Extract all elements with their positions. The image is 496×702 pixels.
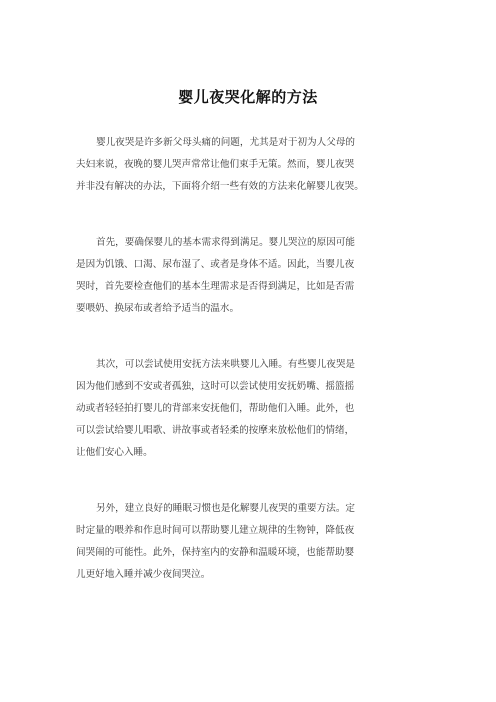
paragraph-1 (76, 132, 456, 198)
paragraph-line: 并非没有解决的办法，下面将介绍一些有效的方法来化解婴儿夜哭。 (76, 181, 364, 192)
paragraph-line: 因为他们感到不安或者孤独，这时可以尝试使用安抚奶嘴、摇篮摇 (76, 381, 355, 392)
paragraph-line: 首先，要确保婴儿的基本需求得到满足。婴儿哭泣的原因可能 (96, 237, 356, 248)
paragraph-line: 儿更好地入睡并减少夜间哭泣。 (76, 569, 211, 580)
paragraph-line: 哭时，首先要检查他们的基本生理需求是否得到满足，比如是否需 (76, 281, 355, 292)
paragraph-line: 时定量的喂养和作息时间可以帮助婴儿建立规律的生物钟，降低夜 (76, 525, 355, 536)
paragraph-line: 另外，建立良好的睡眠习惯也是化解婴儿夜哭的重要方法。定 (96, 503, 356, 514)
paragraph-line: 夫妇来说，夜晚的婴儿哭声常常让他们束手无策。然而，婴儿夜哭 (76, 159, 355, 170)
paragraph-line: 其次，可以尝试使用安抚方法来哄婴儿入睡。有些婴儿夜哭是 (96, 359, 356, 370)
paragraph-line: 是因为饥饿、口渴、尿布湿了、或者是身体不适。因此，当婴儿夜 (76, 259, 355, 270)
paragraph-line: 动或者轻轻拍打婴儿的背部来安抚他们，帮助他们入睡。此外，也 (76, 403, 355, 414)
paragraph-4 (76, 498, 456, 586)
paragraph-2 (76, 232, 456, 320)
paragraph-line: 可以尝试给婴儿唱歌、讲故事或者轻柔的按摩来放松他们的情绪， (76, 425, 355, 436)
paragraph-3 (76, 354, 456, 464)
paragraph-line: 要喂奶、换尿布或者给予适当的温水。 (76, 303, 240, 314)
paragraph-line: 间哭闹的可能性。此外，保持室内的安静和温暖环境，也能帮助婴 (76, 547, 355, 558)
paragraph-line: 让他们安心入睡。 (76, 447, 153, 458)
paragraph-line: 婴儿夜哭是许多新父母头痛的问题，尤其是对于初为人父母的 (96, 137, 356, 148)
document-title: 婴儿夜哭化解的方法 (178, 88, 318, 106)
